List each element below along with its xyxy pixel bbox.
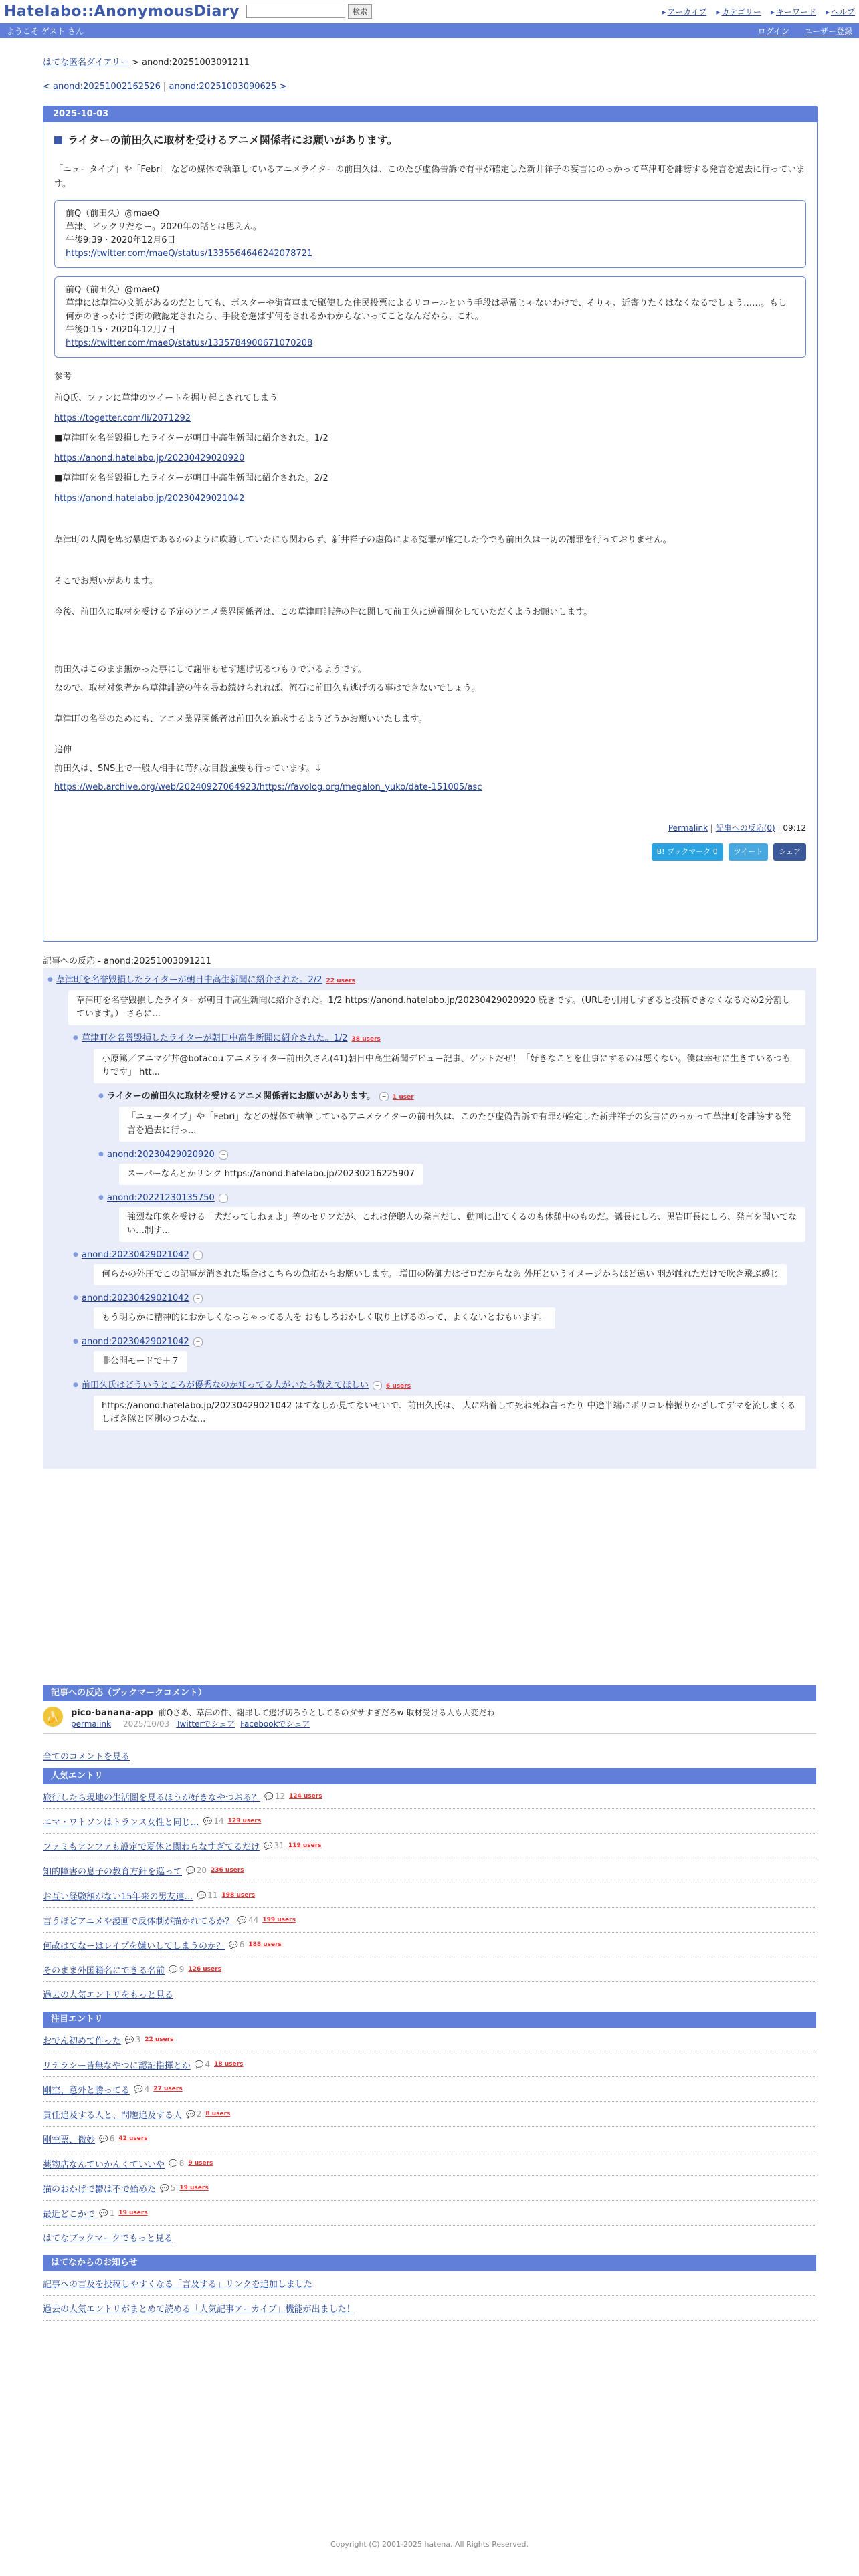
bookmark-comment-text: 前Qさあ、草津の件、謝罪して逃げ切ろうとしてるのダサすぎだろw 取材受ける人も大変だわ	[158, 1708, 495, 1717]
body-paragraph: 草津町の人間を卑劣暴虐であるかのように吹聴していたにも関わらず、新井祥子の虚偽による冤罪が確定した今でも前田久は一切の謝罪を行っておりません。	[54, 535, 672, 545]
users-badge[interactable]: 199 users	[262, 1917, 296, 1923]
bookmark-permalink[interactable]: permalink	[71, 1719, 111, 1729]
tweet-button[interactable]: ツイート	[729, 843, 768, 861]
attention-entries-heading: 注目エントリ	[43, 2012, 816, 2028]
entry-body	[43, 122, 817, 871]
entry-link[interactable]: お互い経験額がない15年来の男友達…	[43, 1891, 193, 1902]
entry-link[interactable]: 最近どこかで	[43, 2209, 96, 2220]
entry-title	[54, 133, 806, 148]
list-item	[43, 2271, 816, 2296]
list-item	[107, 1192, 805, 1249]
entry-title-link[interactable]: ライターの前田久に取材を受けるアニメ関係者にお願いがあります。	[68, 134, 398, 146]
tweet-quote	[54, 200, 806, 268]
entry-footer	[54, 821, 806, 835]
users-badge[interactable]: 19 users	[179, 2185, 209, 2191]
site-header	[0, 0, 859, 23]
users-badge[interactable]: 198 users	[221, 1892, 256, 1899]
users-badge[interactable]: 9 users	[188, 2160, 213, 2167]
comment-count: 💬 1	[99, 2208, 114, 2218]
comment-count: 💬 4	[195, 2060, 210, 2069]
login-link[interactable]: ログイン	[757, 26, 789, 36]
comment-count: 💬 6	[229, 1940, 244, 1949]
reaction-excerpt: https://anond.hatelabo.jp/20230429021042 はてなしか見てないせいで、前田久氏は、 人に粘着して死ね死ね言ったり 中途半端にポリコレ棒振りかざしてデマを流しまくる しばき隊と区別のつかな...	[94, 1396, 805, 1430]
users-badge[interactable]: 6 users	[386, 1383, 411, 1390]
reaction-title-link[interactable]: anond:20230429020920	[107, 1150, 215, 1160]
hot-entries	[43, 1768, 816, 2005]
comment-count: 💬 5	[160, 2183, 175, 2193]
list-item	[43, 1809, 816, 1834]
reaction-excerpt: 非公開モードで＋７	[94, 1351, 187, 1372]
reaction-excerpt: 草津町を名誉毀損したライターが朝日中高生新聞に紹介された。1/2 https://anond.hatelabo.jp/20230429020920 続きです。（URLを引用しすぎると投稿できなくなるため2分割しています。） さらに...	[68, 990, 805, 1025]
entry-link[interactable]: ファミもアンファも設定で夏休と関わらなすぎてるだけ	[43, 1842, 260, 1852]
entry-pager	[43, 82, 816, 92]
reaction-excerpt: 強烈な印象を受ける「犬だってしねぇよ」等のセリフだが、これは傍聴人の発言だし、動画に出てくるのも休憩中のものだ。議長にしろ、黒岩町長にしろ、発言を聞いてない…制す...	[119, 1207, 805, 1242]
users-badge[interactable]: 42 users	[118, 2135, 148, 2142]
reference-label: 参考	[54, 372, 72, 382]
list-item	[43, 2127, 816, 2151]
users-badge[interactable]: 236 users	[211, 1867, 244, 1874]
bookmark-comment	[43, 1701, 816, 1734]
postscript-text: 前田久は、SNS上で一般人相手に苛烈な目殺強要も行っています。↓	[54, 764, 322, 774]
site-logo[interactable]: Hatelabo::AnonymousDiary	[4, 3, 240, 20]
reference-block	[54, 370, 806, 506]
list-item	[107, 1148, 805, 1192]
comment-count: 💬 44	[237, 1915, 258, 1925]
reaction-title-link[interactable]: 前田久氏はどういうところが優秀なのか知ってる人がいたら教えてほしい	[82, 1380, 369, 1390]
news-link[interactable]: 記事への言及を投稿しやすくなる「言及する」リンクを追加しました	[43, 2279, 312, 2290]
reaction-title-link[interactable]: 草津町を名誉毀損したライターが朝日中高生新聞に紹介された。1/2	[82, 1033, 348, 1043]
entry-time: 09:12	[783, 823, 806, 833]
body-paragraph: 今後、前田久に取材を受ける予定のアニメ業界関係者は、この草津町誹謗の件に関して前田久に逆質問をしていただくようお願いします。	[54, 607, 593, 617]
users-badge[interactable]: 18 users	[214, 2061, 244, 2068]
list-item	[56, 974, 805, 1437]
body-paragraph: 前田久はこのまま無かった事にして謝罪もせず逃げ切るつもりでいるようです。	[54, 665, 367, 675]
list-item	[43, 1784, 816, 1809]
more-hot-entries-link[interactable]: 過去の人気エントリをもっと見る	[43, 1990, 174, 2000]
comment-count: 💬 6	[99, 2134, 114, 2143]
facebook-share-link[interactable]: Facebookでシェア	[240, 1719, 310, 1729]
collapse-icon[interactable]: −	[379, 1092, 389, 1101]
entry-intro: 「ニュータイプ」や「Febri」などの媒体で執筆しているアニメライターの前田久は、このたび虚偽告訴で有罪が確定した新井祥子の妄言にのっかって草津町を誹謗する発言を過去に行っています。	[54, 165, 805, 189]
title-square-icon	[54, 136, 62, 144]
nav-help[interactable]: ▸ ヘルプ	[826, 6, 855, 17]
reference-line: ■草津町を名誉毀損したライターが朝日中高生新聞に紹介された。2/2	[54, 473, 328, 484]
collapse-icon[interactable]: −	[219, 1150, 228, 1160]
list-item	[43, 2077, 816, 2102]
news-link[interactable]: 過去の人気エントリがまとめて読める「人気記事アーカイブ」機能が出ました！	[43, 2304, 355, 2315]
entry-link[interactable]: そのまま外国籍名にできる名前	[43, 1965, 165, 1976]
reaction-title-link[interactable]: 草津町を名誉毀損したライターが朝日中高生新聞に紹介された。2/2	[56, 975, 322, 985]
entry-link[interactable]: 剛空、意外と勝ってる	[43, 2085, 130, 2096]
collapse-icon[interactable]: −	[193, 1294, 203, 1303]
reference-line: ■草津町を名誉毀損したライターが朝日中高生新聞に紹介された。1/2	[54, 433, 328, 443]
news-heading: はてなからのお知らせ	[43, 2255, 816, 2271]
list-item	[82, 1249, 805, 1292]
reaction-title-link[interactable]: anond:20230429021042	[82, 1293, 189, 1303]
reaction-excerpt: スーパーなんとかリンク https://anond.hatelabo.jp/20230216225907	[119, 1164, 423, 1185]
breadcrumb-current: anond:20251003091211	[142, 58, 250, 68]
comment-count: 💬 11	[197, 1891, 218, 1900]
nav-archive[interactable]: ▸ アーカイブ	[662, 6, 707, 17]
comment-count: 💬 14	[203, 1816, 224, 1826]
tweet-author: 前Q（前田久）@maeQ	[66, 209, 160, 219]
reaction-title-link[interactable]: anond:20221230135750	[107, 1193, 215, 1203]
list-item	[43, 1858, 816, 1883]
avatar[interactable]: 🍌	[43, 1707, 63, 1727]
collapse-icon[interactable]: −	[193, 1337, 203, 1347]
welcome-text: ようこそ ゲスト さん	[7, 26, 84, 36]
tweet-time: 午後9:39 · 2020年12月6日	[66, 235, 176, 245]
reactions-tree	[43, 968, 816, 1469]
list-item	[43, 1883, 816, 1908]
reference-line: 前Q氏、ファンに草津のツイートを掘り起こされてしまう	[54, 393, 278, 403]
next-entry-link[interactable]: anond:20251003090625 >	[169, 82, 287, 92]
permalink-link[interactable]: Permalink	[668, 823, 708, 833]
reaction-excerpt: もう明らかに精神的におかしくなっちゃってる人を おもしろおかしく取り上げるのって、よくないとおもいます。	[94, 1307, 555, 1329]
comment-count: 💬 31	[264, 1841, 284, 1850]
comment-count: 💬 12	[264, 1792, 285, 1801]
users-badge[interactable]: 22 users	[145, 2036, 174, 2043]
comment-count: 💬 9	[169, 1965, 184, 1974]
reaction-title-link[interactable]: anond:20230429021042	[82, 1337, 189, 1347]
reference-link[interactable]: https://anond.hatelabo.jp/20230429021042	[54, 494, 245, 504]
breadcrumb	[43, 55, 816, 68]
list-item	[43, 2201, 816, 2226]
users-badge[interactable]: 124 users	[289, 1793, 322, 1800]
reactions-heading: 記事への反応 - anond:20251003091211	[43, 956, 211, 966]
tweet-quote	[54, 276, 806, 358]
list-item	[82, 1032, 805, 1249]
entry-link[interactable]: 知的障害の息子の教育方針を巡って	[43, 1866, 183, 1877]
hatena-news	[43, 2255, 816, 2321]
users-badge[interactable]: 126 users	[188, 1966, 221, 1973]
list-item	[82, 1379, 805, 1437]
users-badge[interactable]: 1 user	[392, 1094, 414, 1101]
list-item	[43, 1957, 816, 1982]
hatena-bookmark-button[interactable]: B! ブックマーク 0	[652, 843, 723, 861]
postscript-link[interactable]: https://web.archive.org/web/20240927064923/https://favolog.org/megalon_yuko/date-151005/asc	[54, 782, 482, 792]
reaction-title-link[interactable]: anond:20230429021042	[82, 1250, 189, 1260]
tweet-text: 草津には草津の文脈があるのだとしても、ポスターや街宣車まで駆使した住民投票によるリコールという手段は尋常じゃないわけで、そりゃ、近寄りたくはなくなるでしょう……。もし何かのきっかけで街の敵認定されたら、手段を選ばず何をされるかわからないってことなんだから、これ。	[66, 298, 787, 322]
bookmark-comments-heading: 記事への反応（ブックマークコメント）	[43, 1685, 816, 1701]
reaction-excerpt: 何らかの外圧でこの記事が消された場合はこちらの魚拓からお願いします。 増田の防御力はゼロだからなあ 外圧というイメージからほど遠い 羽が触れただけで吹き飛ぶ感じ	[94, 1264, 787, 1285]
tweet-link[interactable]: https://twitter.com/maeQ/status/1335564646242078721	[66, 249, 313, 259]
entry-link[interactable]: エマ・ワトソンはトランス女性と同じ…	[43, 1817, 199, 1828]
bookmark-comments	[43, 1685, 816, 1734]
register-link[interactable]: ユーザー登録	[803, 26, 852, 36]
bookmark-user[interactable]: pico-banana-app	[71, 1708, 153, 1718]
bookmark-date: 2025/10/03	[123, 1719, 170, 1729]
attention-entries	[43, 2012, 816, 2248]
collapse-icon[interactable]: −	[219, 1194, 228, 1203]
comment-count: 💬 8	[169, 2159, 184, 2168]
entry-link[interactable]: 猫のおかげで鬱は不で始めた	[43, 2184, 157, 2195]
user-bar	[0, 23, 859, 38]
list-item	[43, 2296, 816, 2321]
users-badge[interactable]: 129 users	[227, 1818, 262, 1824]
entry-link[interactable]: おでん初めて作った	[43, 2036, 121, 2046]
search-input[interactable]	[246, 5, 345, 18]
list-item	[43, 2102, 816, 2127]
comment-count: 💬 20	[186, 1866, 207, 1875]
reference-link[interactable]: https://togetter.com/li/2071292	[54, 413, 191, 423]
references-link[interactable]: 記事への反応(0)	[715, 823, 775, 833]
list-item	[107, 1090, 805, 1148]
footer-sep: |	[708, 823, 716, 833]
twitter-share-link[interactable]: Twitterでシェア	[176, 1719, 235, 1729]
list-item	[43, 1834, 816, 1858]
list-item	[43, 1908, 816, 1933]
nav-keyword[interactable]: ▸ キーワード	[771, 6, 816, 17]
pager-sep: |	[160, 82, 169, 92]
users-badge[interactable]: 188 users	[248, 1941, 282, 1948]
list-item	[43, 2028, 816, 2052]
entry-link[interactable]: 言うほどアニメや漫画で反体制が描かれてるか？	[43, 1916, 234, 1927]
collapse-icon[interactable]: −	[193, 1251, 203, 1260]
collapse-icon[interactable]: −	[373, 1381, 382, 1390]
entry-link[interactable]: リテラシー皆無なやつに認証指揮とか	[43, 2060, 191, 2071]
list-item	[82, 1335, 805, 1379]
list-item	[82, 1292, 805, 1335]
tweet-text: 草津、ビックリだなー。2020年の話とは思えん。	[66, 222, 262, 232]
entry-link[interactable]: 剛空票、微妙	[43, 2135, 96, 2145]
breadcrumb-sep: >	[128, 58, 142, 68]
users-badge[interactable]: 27 users	[153, 2086, 183, 2092]
users-badge[interactable]: 38 users	[351, 1036, 381, 1043]
list-item	[43, 2052, 816, 2077]
top-nav	[662, 6, 855, 17]
entry-link[interactable]: 何故はてなーはレイプを嫌いしてしまうのか？	[43, 1941, 225, 1951]
diary-day-box	[43, 106, 818, 942]
search-button[interactable]: 検索	[348, 4, 372, 19]
day-date: 2025-10-03	[43, 106, 817, 122]
list-item	[43, 2176, 816, 2201]
reaction-title: ライターの前田久に取材を受けるアニメ関係者にお願いがあります。	[107, 1091, 375, 1101]
footer-sep: |	[775, 823, 783, 833]
share-buttons	[54, 843, 806, 861]
comment-count: 💬 2	[186, 2109, 201, 2119]
more-bookmarks-link[interactable]: はてなブックマークでもっと見る	[43, 2233, 173, 2244]
all-comments-link[interactable]: 全てのコメントを見る	[43, 1752, 130, 1762]
copyright: Copyright (C) 2001-2025 hatena. All Rights Reserved.	[330, 2540, 529, 2549]
tweet-link[interactable]: https://twitter.com/maeQ/status/1335784900671070208	[66, 338, 313, 348]
all-comments	[43, 1749, 816, 1762]
reference-link[interactable]: https://anond.hatelabo.jp/20230429020920	[54, 453, 245, 463]
users-badge[interactable]: 119 users	[288, 1842, 322, 1849]
body-paragraph: 草津町の名誉のためにも、アニメ業界関係者は前田久を追求するようどうかお願いいたします。	[54, 714, 427, 724]
list-item	[43, 2151, 816, 2176]
list-item	[43, 1933, 816, 1957]
postscript-label: 追伸	[54, 745, 72, 755]
users-badge[interactable]: 19 users	[118, 2210, 148, 2216]
comment-count: 💬 3	[125, 2035, 140, 2044]
body-paragraph: なので、取材対象者から草津誹謗の件を尋ね続けられれば、流石に前田久も逃げ切る事はできないでしょう。	[54, 683, 480, 693]
comment-count: 💬 4	[134, 2084, 149, 2094]
hot-entries-heading: 人気エントリ	[43, 1768, 816, 1784]
nav-category[interactable]: ▸ カテゴリー	[716, 6, 761, 17]
users-badge[interactable]: 8 users	[205, 2111, 231, 2117]
breadcrumb-home[interactable]: はてな匿名ダイアリー	[43, 58, 129, 68]
tweet-author: 前Q（前田久）@maeQ	[66, 285, 160, 295]
users-badge[interactable]: 22 users	[326, 978, 355, 984]
entry-link[interactable]: 旅行したら現地の生活圏を見るほうが好きなやつおる？	[43, 1792, 261, 1803]
prev-entry-link[interactable]: < anond:20251002162526	[43, 82, 161, 92]
reaction-excerpt: 小原篤／アニマゲ丼@botacou アニメライター前田久さん(41)朝日中高生新聞デビュー記事、ゲットだぜ！「好きなことを仕事にするのは悪くない。僕は幸せに生きているつもりです」 htt...	[94, 1049, 805, 1083]
tweet-time: 午後0:15 · 2020年12月7日	[66, 325, 176, 335]
reaction-excerpt: 「ニュータイプ」や「Febri」などの媒体で執筆しているアニメライターの前田久は、このたび虚偽告訴で有罪が確定した新井祥子の妄言にのっかって草津町を誹謗する発言を過去に行っ...	[119, 1107, 805, 1142]
body-paragraph: そこでお願いがあります。	[54, 576, 158, 586]
entry-link[interactable]: 責任追及する人と、問題追及する人	[43, 2110, 183, 2121]
entry-link[interactable]: 薬物店なんていかんくていいや	[43, 2159, 165, 2170]
facebook-share-button[interactable]: シェア	[773, 843, 806, 861]
